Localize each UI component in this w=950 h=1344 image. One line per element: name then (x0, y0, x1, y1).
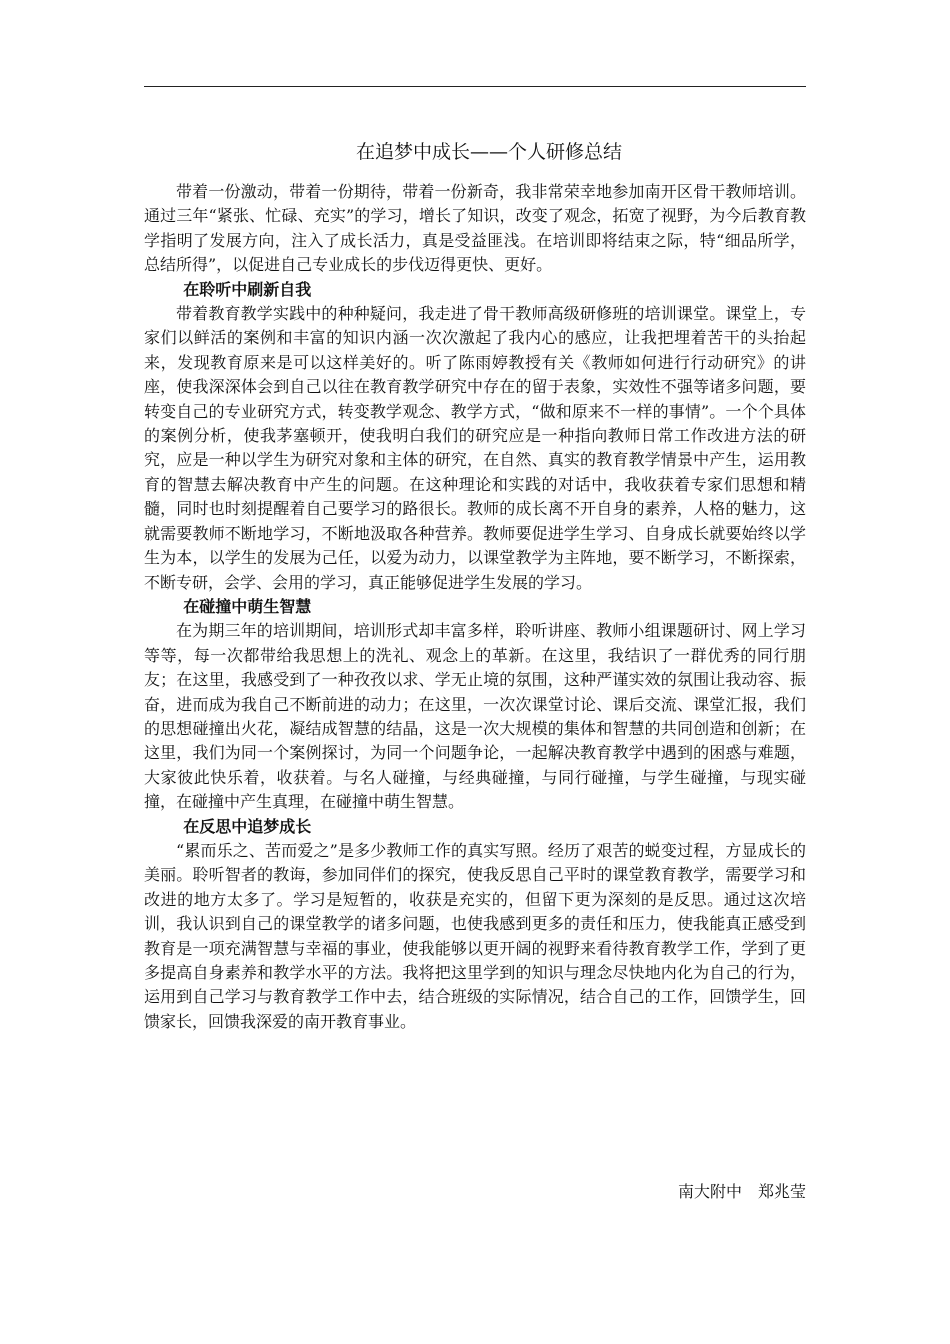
document-body (144, 180, 806, 1034)
document-title: 在追梦中成长——个人研修总结 (355, 141, 622, 163)
section-paragraph-1: 带着教育教学实践中的种种疑问，我走进了骨干教师高级研修班的培训课堂。课堂上，专家们以鲜活的案例和丰富的知识内涵一次次激起了我内心的感应，让我把埋着苦干的头抬起来，发现教育原来是可以这样美好的。听了陈雨婷教授有关《教师如何进行行动研究》的讲座，使我深深体会到自己以往在教育教学研究中存在的留于表象，实效性不强等诸多问题，要转变自己的专业研究方式，转变教学观念、教学方式，“做和原来不一样的事情”。一个个具体的案例分析，使我茅塞顿开，使我明白我们的研究应是一种指向教师日常工作改进方法的研究，应是一种以学生为研究对象和主体的研究，在自然、真实的教育教学情景中产生，运用教育的智慧去解决教育中产生的问题。在这种理论和实践的对话中，我收获着专家们思想和精髓，同时也时刻提醒着自己要学习的路很长。教师的成长离不开自身的素养，人格的魅力，这就需要教师不断地学习，不断地汲取各种营养。教师要促进学生学习、自身成长就要始终以学生为本，以学生的发展为己任，以爱为动力，以课堂教学为主阵地，要不断学习，不断探索，不断专研，会学、会用的学习，真正能够促进学生发展的学习。 (144, 304, 806, 592)
intro-paragraph: 带着一份激动，带着一份期待，带着一份新奇，我非常荣幸地参加南开区骨干教师培训。通过三年“紧张、忙碌、充实”的学习，增长了知识，改变了观念，拓宽了视野，为今后教育教学指明了发展方向，注入了成长活力，真是受益匪浅。在培训即将结束之际，特“细品所学，总结所得”，以促进自己专业成长的步伐迈得更快、更好。 (144, 182, 806, 275)
section-heading-3: 在反思中追梦成长 (183, 816, 312, 836)
section-heading-1: 在聆听中刷新自我 (183, 279, 312, 299)
section-heading-2: 在碰撞中萌生智慧 (183, 596, 312, 616)
header-rule (144, 86, 806, 87)
section-paragraph-3: “累而乐之、苦而爱之”是多少教师工作的真实写照。经历了艰苦的蜕变过程，方显成长的美丽。聆听智者的教诲，参加同伴们的探究，使我反思自己平时的课堂教育教学，需要学习和改进的地方太多了。学习是短暂的，收获是充实的，但留下更为深刻的是反思。通过这次培训，我认识到自己的课堂教学的诸多问题，也使我感到更多的责任和压力，使我能真正感受到教育是一项充满智慧与幸福的事业，使我能够以更开阔的视野来看待教育教学工作，学到了更多提高自身素养和教学水平的方法。我将把这里学到的知识与理念尽快地内化为自己的行为，运用到自己学习与教育教学工作中去，结合班级的实际情况，结合自己的工作，回馈学生，回馈家长，回馈我深爱的南开教育事业。 (144, 840, 806, 1031)
section-paragraph-2: 在为期三年的培训期间，培训形式却丰富多样，聆听讲座、教师小组课题研讨、网上学习等等，每一次都带给我思想上的洗礼、观念上的革新。在这里，我结识了一群优秀的同行朋友；在这里，我感受到了一种孜孜以求、学无止境的氛围，这种严谨实效的氛围让我动容、振奋，进而成为我自己不断前进的动力；在这里，一次次课堂讨论、课后交流、课堂汇报，我们的思想碰撞出火花，凝结成智慧的结晶，这是一次大规模的集体和智慧的共同创造和创新；在这里，我们为同一个案例探讨，为同一个问题争论，一起解决教育教学中遇到的困惑与难题，大家彼此快乐着，收获着。与名人碰撞，与经典碰撞，与同行碰撞，与学生碰撞，与现实碰撞，在碰撞中产生真理，在碰撞中萌生智慧。 (144, 621, 806, 812)
author-signature: 南大附中 郑兆莹 (677, 1182, 806, 1201)
